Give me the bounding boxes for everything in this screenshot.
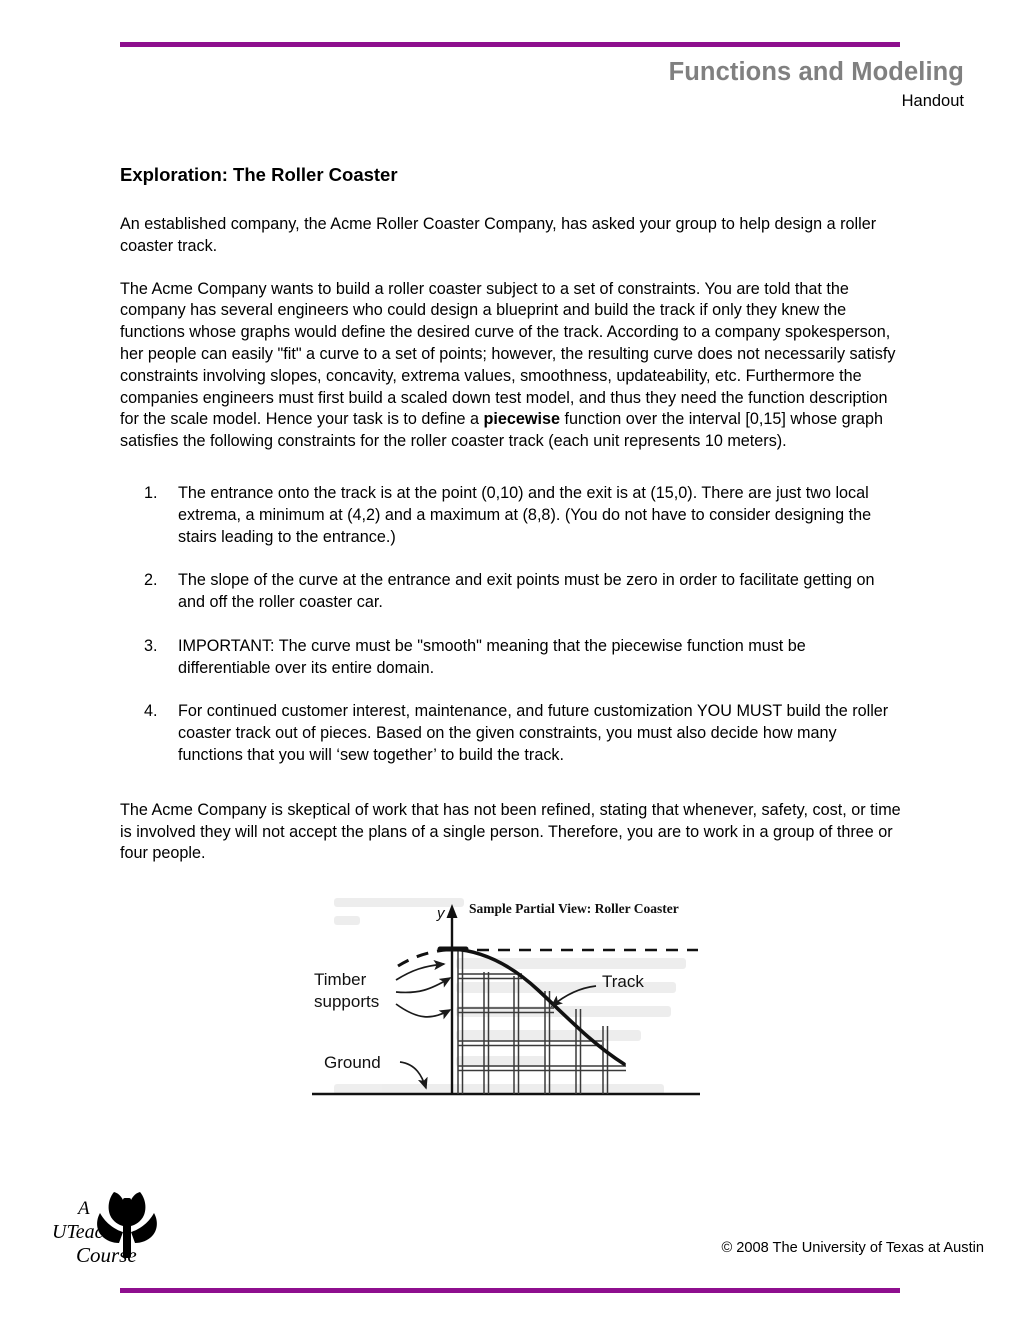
figure-caption: Sample Partial View: Roller Coaster — [469, 901, 679, 916]
list-item-number: 1. — [144, 483, 158, 502]
piecewise-emphasis: piecewise — [483, 410, 561, 429]
document-content — [120, 163, 902, 886]
header-title: Functions and Modeling — [668, 58, 964, 86]
y-axis-label: y — [437, 905, 445, 922]
logo-text-a: A — [78, 1198, 90, 1219]
page-title: Exploration: The Roller Coaster — [120, 164, 398, 185]
track-label: Track — [602, 972, 644, 991]
ground-label: Ground — [324, 1053, 381, 1072]
copyright-notice: © 2008 The University of Texas at Austin — [721, 1240, 984, 1256]
uteach-logo — [52, 1186, 222, 1271]
task-paragraph — [120, 279, 902, 453]
list-item-number: 4. — [144, 702, 158, 721]
closing-paragraph: The Acme Company is skeptical of work that has not been refined, stating that whenever, safety, cost, or time is involved they will not accept the plans of a single person. Therefore, you are to work in a group of three or four people. — [120, 800, 901, 863]
timber-supports-label-line2: supports — [314, 992, 380, 1011]
timber-vertical-posts — [458, 950, 608, 1094]
list-item-number: 2. — [144, 571, 158, 590]
roller-coaster-figure — [306, 886, 706, 1121]
logo-text-course: Course — [76, 1243, 137, 1267]
list-item — [120, 636, 902, 680]
timber-supports-label-line1: Timber — [314, 970, 367, 989]
timber-supports-arrows — [396, 964, 450, 1017]
intro-paragraph: An established company, the Acme Roller Coaster Company, has asked your group to help design a roller coaster track. — [120, 215, 877, 255]
list-item — [120, 570, 902, 614]
list-item — [120, 701, 902, 766]
constraints-list — [120, 483, 902, 767]
header-rule — [120, 42, 900, 47]
header-subtitle: Handout — [901, 91, 964, 110]
list-item-number: 3. — [144, 636, 158, 655]
document-header — [669, 58, 964, 111]
list-item-text: The entrance onto the track is at the point (0,10) and the exit is at (15,0). There are just two local extrema, a minimum at (4,2) and a maximum at (8,8). (You do not have to consider designing the stairs leading to the entrance.) — [178, 483, 872, 546]
list-item — [120, 483, 902, 548]
footer-rule — [120, 1288, 900, 1293]
list-item-text: IMPORTANT: The curve must be "smooth" meaning that the piecewise function must be differentiable over its entire domain. — [178, 636, 806, 677]
task-paragraph-part1: The Acme Company wants to build a roller coaster subject to a set of constraints. You are told that the company has several engineers who could design a blueprint and build the track if only they knew the functions whose graphs would define the desired curve of the track. According to a company spokesperson, her people can easily "fit" a curve to a set of points; however, the resulting curve does not necessarily satisfy constraints involving slopes, concavity, extrema values, smoothness, updateability, etc. Furthermore the companies engineers must first build a scaled down test model, and thus they need the function description for the scale model. Hence your task is to define a — [120, 279, 896, 429]
logo-text-uteach: UTeach — [52, 1221, 114, 1243]
list-item-text: The slope of the curve at the entrance and exit points must be zero in order to facilitate getting on and off the roller coaster car. — [178, 571, 875, 612]
list-item-text: For continued customer interest, maintenance, and future customization YOU MUST build the roller coaster track out of pieces. Based on the given constraints, you must also decide how many functions that you will ‘sew together’ to build the track. — [178, 702, 889, 764]
task-paragraph-part2: function over the interval [0,15] whose graph satisfies the following constraints for the roller coaster track (each unit represents 10 meters). — [120, 410, 884, 451]
